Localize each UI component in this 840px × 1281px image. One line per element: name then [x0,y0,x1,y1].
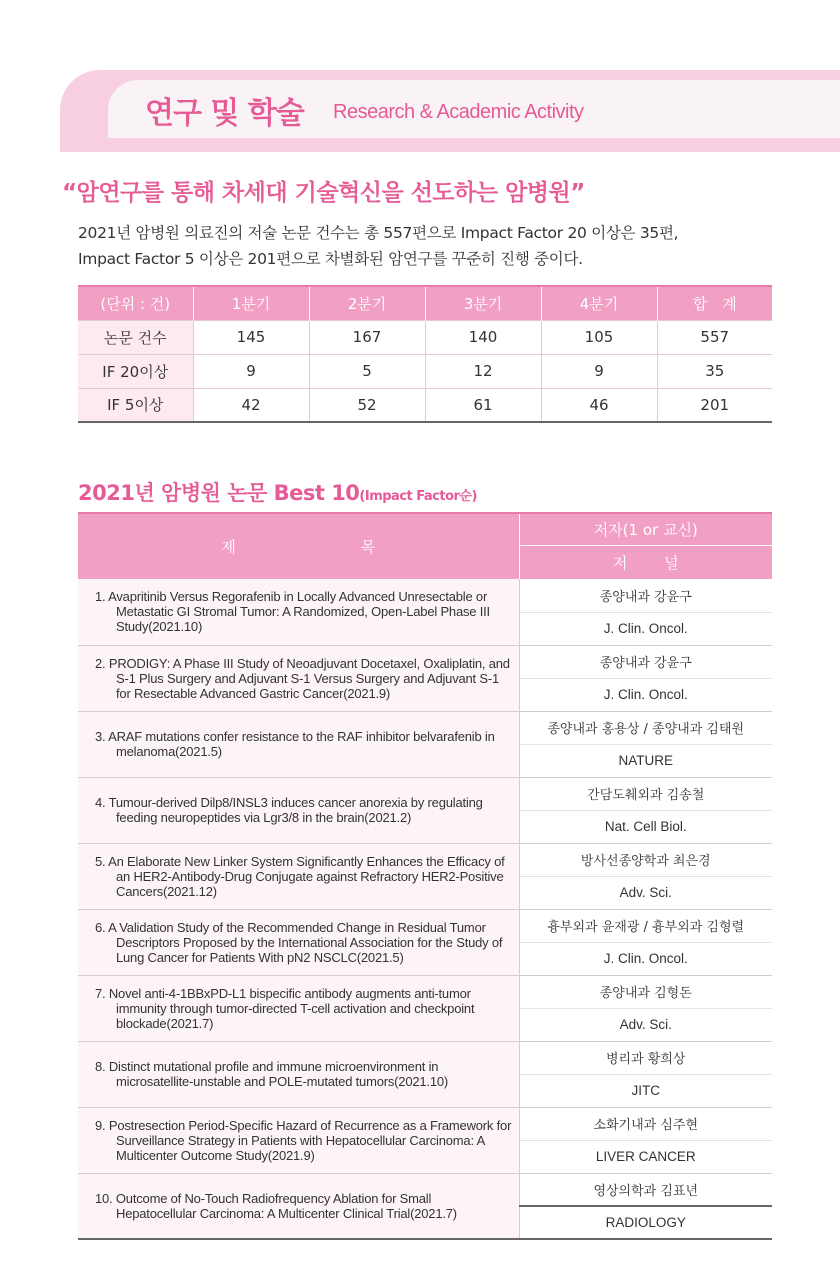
paper-row [78,843,772,876]
paper-row [78,975,772,1008]
paper-author: 방사선종양학과 최은경 [519,843,772,876]
stats-header-total: 합 계 [657,286,772,320]
paper-author: 종양내과 강윤구 [519,645,772,678]
paper-title: 1. Avapritinib Versus Regorafenib in Locally Advanced Unresectable or Metastatic GI Stromal Tumor: A Randomized, Open-Label Phase III Study(2021.10) [78,579,519,645]
stats-cell: 557 [657,320,772,354]
intro-line: 2021년 암병원 의료진의 저술 논문 건수는 총 557편으로 Impact Factor 20 이상은 35편, [78,224,679,242]
paper-journal: Nat. Cell Biol. [519,810,772,843]
stats-row-label: IF 5이상 [78,388,193,422]
paper-row [78,579,772,612]
section-title-ko: 연구 및 학술 [145,96,304,131]
stats-row [78,354,772,388]
stats-cell: 42 [193,388,309,422]
stats-cell: 105 [541,320,657,354]
paper-title: 4. Tumour-derived Dilp8/INSL3 induces cancer anorexia by regulating feeding neuropeptides via Lgr3/8 in the brain(2021.2) [78,777,519,843]
stats-cell: 52 [309,388,425,422]
stats-row [78,388,772,422]
stats-cell: 46 [541,388,657,422]
section-title-en: Research & Academic Activity [333,101,584,123]
headline: “암연구를 통해 차세대 기술혁신을 선도하는 암병원” [62,180,585,206]
best-header-title: 제 목 [78,513,519,579]
paper-title: 8. Distinct mutational profile and immune microenvironment in microsatellite-unstable and POLE-mutated tumors(2021.10) [78,1041,519,1107]
paper-journal: RADIOLOGY [519,1206,772,1239]
paper-title: 2. PRODIGY: A Phase III Study of Neoadjuvant Docetaxel, Oxaliplatin, and S-1 Plus Surgery and Adjuvant S-1 Versus Surgery and Adjuvant S-1 for Resectable Advanced Gastric Cancer(2021.9) [78,645,519,711]
paper-journal: J. Clin. Oncol. [519,612,772,645]
paper-author: 소화기내과 심주현 [519,1107,772,1140]
stats-header-unit: (단위 : 건) [78,286,193,320]
best-papers-body [78,579,772,1239]
stats-cell: 167 [309,320,425,354]
stats-cell: 35 [657,354,772,388]
best-papers-title [78,477,477,507]
stats-cell: 9 [193,354,309,388]
paper-author: 흉부외과 윤재광 / 흉부외과 김형렬 [519,909,772,942]
stats-header-q2: 2분기 [309,286,425,320]
best-papers-title-main: 2021년 암병원 논문 Best 10 [78,481,360,505]
stats-row [78,320,772,354]
paper-title: 6. A Validation Study of the Recommended Change in Residual Tumor Descriptors Proposed by the International Association for the Study of Lung Cancer for Patients With pN2 NSCLC(2021.5) [78,909,519,975]
paper-row [78,645,772,678]
stats-cell: 12 [425,354,541,388]
paper-journal: Adv. Sci. [519,1008,772,1041]
stats-header-q4: 4분기 [541,286,657,320]
paper-row [78,711,772,744]
paper-title: 3. ARAF mutations confer resistance to the RAF inhibitor belvarafenib in melanoma(2021.5) [78,711,519,777]
intro-paragraph [78,220,778,272]
best-header-author: 저자(1 or 교신) [519,513,772,545]
stats-header-row [78,286,772,320]
paper-journal: Adv. Sci. [519,876,772,909]
paper-author: 종양내과 홍용상 / 종양내과 김태원 [519,711,772,744]
paper-journal: LIVER CANCER [519,1140,772,1173]
paper-author: 병리과 황희상 [519,1041,772,1074]
paper-author: 종양내과 강윤구 [519,579,772,612]
paper-journal: JITC [519,1074,772,1107]
paper-row [78,1041,772,1074]
paper-row [78,1107,772,1140]
best-header-row [78,513,772,545]
paper-title: 5. An Elaborate New Linker System Significantly Enhances the Efficacy of an HER2-Antibody-Drug Conjugate against Refractory HER2-Positive Cancers(2021.12) [78,843,519,909]
paper-journal: J. Clin. Oncol. [519,942,772,975]
paper-row [78,777,772,810]
stats-cell: 5 [309,354,425,388]
best-papers-title-sub: (Impact Factor순) [359,489,477,504]
stats-cell: 201 [657,388,772,422]
paper-title: 10. Outcome of No-Touch Radiofrequency Ablation for Small Hepatocellular Carcinoma: A Multicenter Clinical Trial(2021.7) [78,1173,519,1239]
stats-header-q1: 1분기 [193,286,309,320]
stats-header-q3: 3분기 [425,286,541,320]
stats-cell: 145 [193,320,309,354]
paper-author: 영상의학과 김표년 [519,1173,772,1206]
stats-table [78,285,772,423]
stats-row-label: 논문 건수 [78,320,193,354]
stats-cell: 61 [425,388,541,422]
paper-journal: NATURE [519,744,772,777]
best-papers-table [78,512,772,1240]
intro-line: Impact Factor 5 이상은 201편으로 차별화된 암연구를 꾸준히 진행 중이다. [78,250,583,268]
paper-author: 간담도췌외과 김송철 [519,777,772,810]
paper-row [78,1173,772,1206]
best-header-journal: 저 널 [519,545,772,579]
stats-cell: 9 [541,354,657,388]
paper-title: 7. Novel anti-4-1BBxPD-L1 bispecific antibody augments anti-tumor immunity through tumor-directed T-cell activation and checkpoint blockade(2021.7) [78,975,519,1041]
paper-journal: J. Clin. Oncol. [519,678,772,711]
paper-row [78,909,772,942]
paper-author: 종양내과 김형돈 [519,975,772,1008]
paper-title: 9. Postresection Period-Specific Hazard of Recurrence as a Framework for Surveillance Strategy in Patients with Hepatocellular Carcinoma: A Multicenter Outcome Study(2021.9) [78,1107,519,1173]
stats-row-label: IF 20이상 [78,354,193,388]
stats-cell: 140 [425,320,541,354]
